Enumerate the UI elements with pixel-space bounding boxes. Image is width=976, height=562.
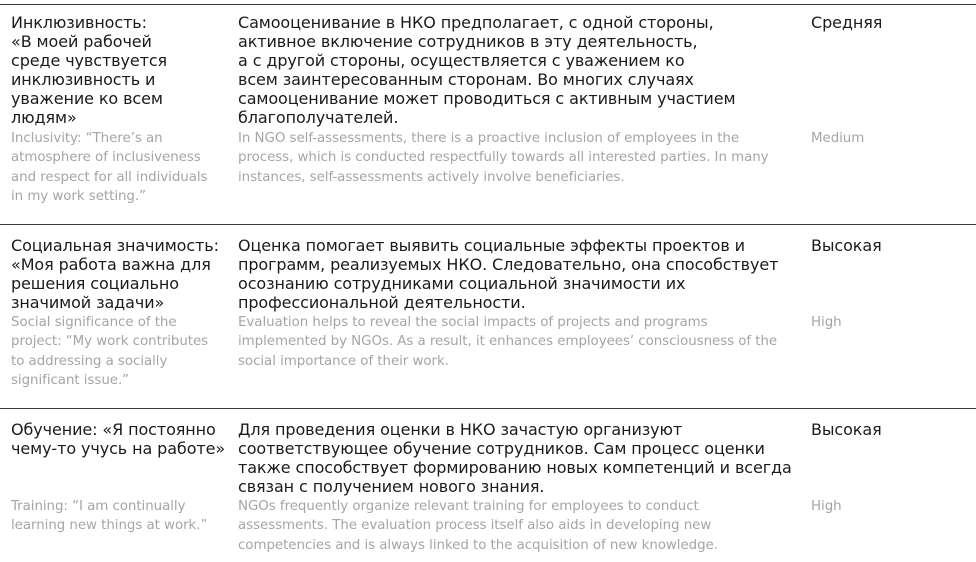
level-en: High [811, 499, 842, 514]
level-en: High [811, 315, 842, 330]
level-ru: Высокая [811, 420, 882, 439]
level-ru: Средняя [811, 13, 883, 32]
level-en: Medium [811, 131, 865, 146]
description-ru: Самооценивание в НКО предполагает, с одной стороны, активное включение сотрудников в эту деятельность, а с другой стороны, осуществляется с уважением ко всем заинтересованным сторонам. Во многих случаях самооценивание может проводиться с активным участием благополучателей. [238, 13, 736, 127]
description-en: Evaluation helps to reveal the social impacts of projects and programs implemented by NGOs. As a result, it enhances employees’ consciousness of the social importance of their work. [238, 315, 778, 369]
description-ru: Для проведения оценки в НКО зачастую организуют соответствующее обучение сотрудников. Сам процесс оценки также способствует формированию новых компетенций и всегда связан с получением нового знания. [238, 420, 792, 496]
row-divider [0, 4, 976, 5]
row-divider [0, 408, 976, 409]
criterion-ru: Социальная значимость: «Моя работа важна для решения социально значимой задачи» [11, 236, 219, 312]
criterion-en: Training: “I am continually learning new things at work.” [11, 499, 208, 534]
criterion-ru: Инклюзивность: «В моей рабочей среде чувствуется инклюзивность и уважение ко всем людям» [11, 13, 168, 127]
criterion-en: Inclusivity: “There’s an atmosphere of inclusiveness and respect for all individuals in my work setting.” [11, 131, 208, 205]
description-en: In NGO self-assessments, there is a proactive inclusion of employees in the process, which is conducted respectfully towards all interested parties. In many instances, self-assessments actively involve beneficiaries. [238, 131, 769, 185]
criterion-en: Social significance of the project: “My work contributes to addressing a socially significant issue.” [11, 315, 209, 389]
criterion-ru: Обучение: «Я постоянно чему-то учусь на работе» [11, 420, 226, 458]
level-ru: Высокая [811, 236, 882, 255]
description-ru: Оценка помогает выявить социальные эффекты проектов и программ, реализуемых НКО. Следовательно, она способствует осознанию сотрудниками социальной значимости их профессиональной деятельности. [238, 236, 779, 312]
row-divider [0, 224, 976, 225]
description-en: NGOs frequently organize relevant training for employees to conduct assessments. The evaluation process itself also aids in developing new competencies and is always linked to the acquisition of new knowledge. [238, 499, 718, 553]
